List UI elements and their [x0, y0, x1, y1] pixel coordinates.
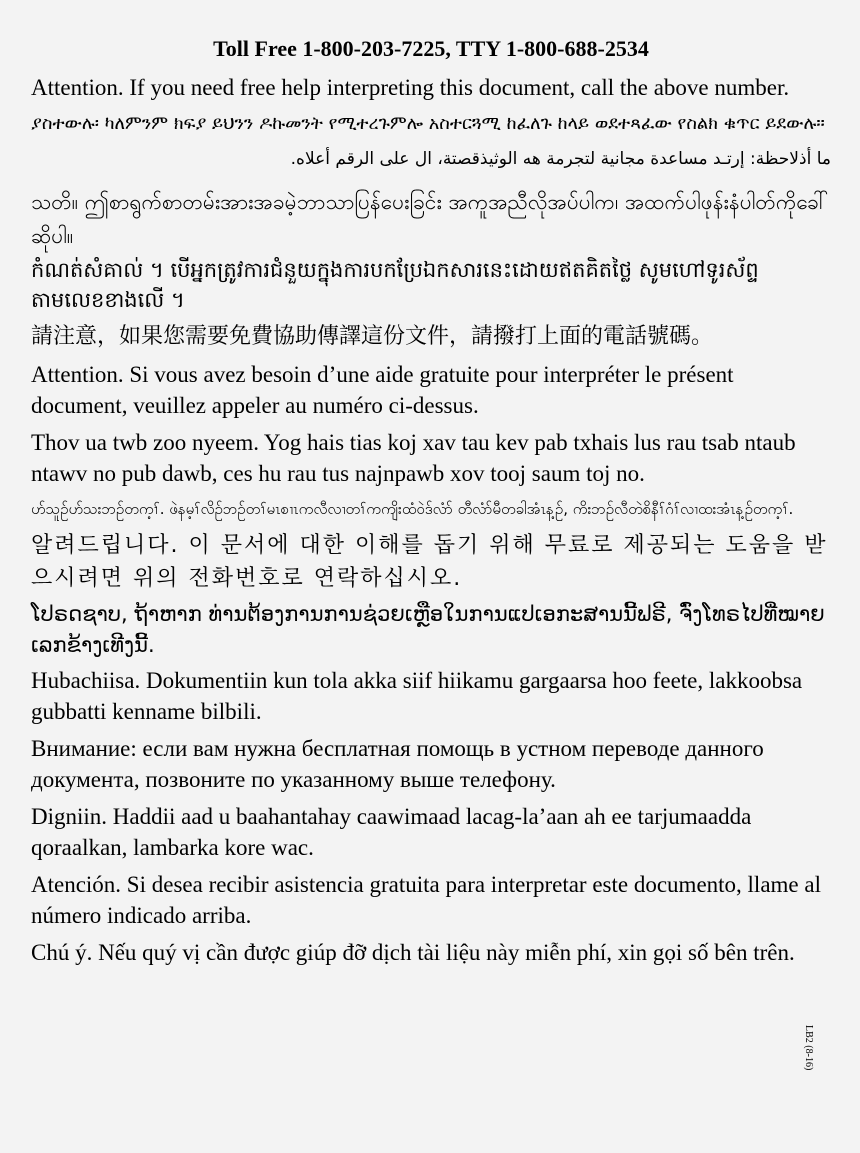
notice-lao: ໂປຣດຊາບ, ຖ້າຫາກ ທ່ານຕ້ອງການການຊ່ວຍເຫຼືອໃນການແປເອກະສານນີ້ຟຣີ, ຈົ່ງໂທຣໄປທີ່ໝາຍເລກຂ້າງເທີງນີ້. — [31, 602, 825, 657]
notice-khmer: កំណត់សំគាល់ ។ បើអ្នកត្រូវការជំនួយក្នុងការបកប្រែឯកសារនេះដោយឥតគិតថ្លៃ សូមហៅទូរស័ព្ទតាមលេខខាងលើ ។ — [31, 258, 759, 312]
notice-karen: ဟ်သူဉ်ဟ်သးဘဉ်တက့ၢ်. ဖဲနမ့ၢ်လိဉ်ဘဉ်တၢ်မၤစၢၤကလီလၢတၢ်ကကျိးထံဝဲဒ်လံာ် တီလံာ်မီတခါအံၤန့ဉ်, ကိးဘဉ်လီတဲစိနီၢ်ဂံၢ်လၢထးအံၤန့ဉ်တက့ၢ်. — [31, 500, 794, 518]
notice-somali: Digniin. Haddii aad u baahantahay caawimaad lacag-la’aan ah ee tarjumaadda qoraalkan, lambarka kore wac. — [31, 804, 752, 860]
toll-free-heading: Toll Free 1-800-203-7225, TTY 1-800-688-2534 — [213, 36, 649, 61]
notice-french: Attention. Si vous avez besoin d’une aide gratuite pour interpréter le présent document, veuillez appeler au numéro ci-dessus. — [31, 362, 734, 418]
notice-vietnamese: Chú ý. Nếu quý vị cần được giúp đỡ dịch tài liệu này miễn phí, xin gọi số bên trên. — [31, 940, 795, 965]
notice-english: Attention. If you need free help interpreting this document, call the above number. — [31, 75, 790, 100]
notice-amharic: ያስተውሉ፡ ካለምንም ክፍያ ይህንን ዶኩመንት የሚተረጉምሎ አስተርጓሚ ከፈለጉ ከላይ ወደተጻፈው የስልክ ቁጥር ይደውሉ። — [31, 113, 825, 134]
notice-oromo: Hubachiisa. Dokumentiin kun tola akka siif hiikamu gargaarsa hoo feete, lakkoobsa gubbatti kenname bilbili. — [31, 668, 803, 724]
notice-korean: 알려드립니다. 이 문서에 대한 이해를 돕기 위해 무료로 제공되는 도움을 받으시려면 위의 전화번호로 연락하십시오. — [31, 533, 828, 591]
notice-spanish: Atención. Si desea recibir asistencia gratuita para interpretar este documento, llame al número indicado arriba. — [31, 872, 821, 928]
notice-hmong: Thov ua twb zoo nyeem. Yog hais tias koj xav tau kev pab txhais lus rau tsab ntaub ntawv no pub dawb, ces hu rau tus najnpawb xov tooj saum toj no. — [31, 430, 796, 486]
form-code: LB2 (8-16) — [803, 1025, 814, 1071]
document-page — [31, 34, 831, 974]
notice-chinese: 請注意，如果您需要免費協助傳譯這份文件，請撥打上面的電話號碼。 — [31, 324, 714, 349]
notice-arabic: ما أذلاحظة: إرتـد مساعدة مجانية لتجرمة هه الوثيذقصتة، ال على الرقم أعلاه. — [290, 149, 831, 169]
notice-burmese: သတိ။ ဤစာရွက်စာတမ်းအားအခမဲ့ဘာသာပြန်ပေးခြင်း အကူအညီလိုအပ်ပါက၊ အထက်ပါဖုန်းနံပါတ်ကိုခေါ်ဆိုပါ။ — [31, 190, 829, 248]
notice-russian: Внимание: если вам нужна бесплатная помощь в устном переводе данного документа, позвоните по указанному выше телефону. — [31, 736, 764, 792]
